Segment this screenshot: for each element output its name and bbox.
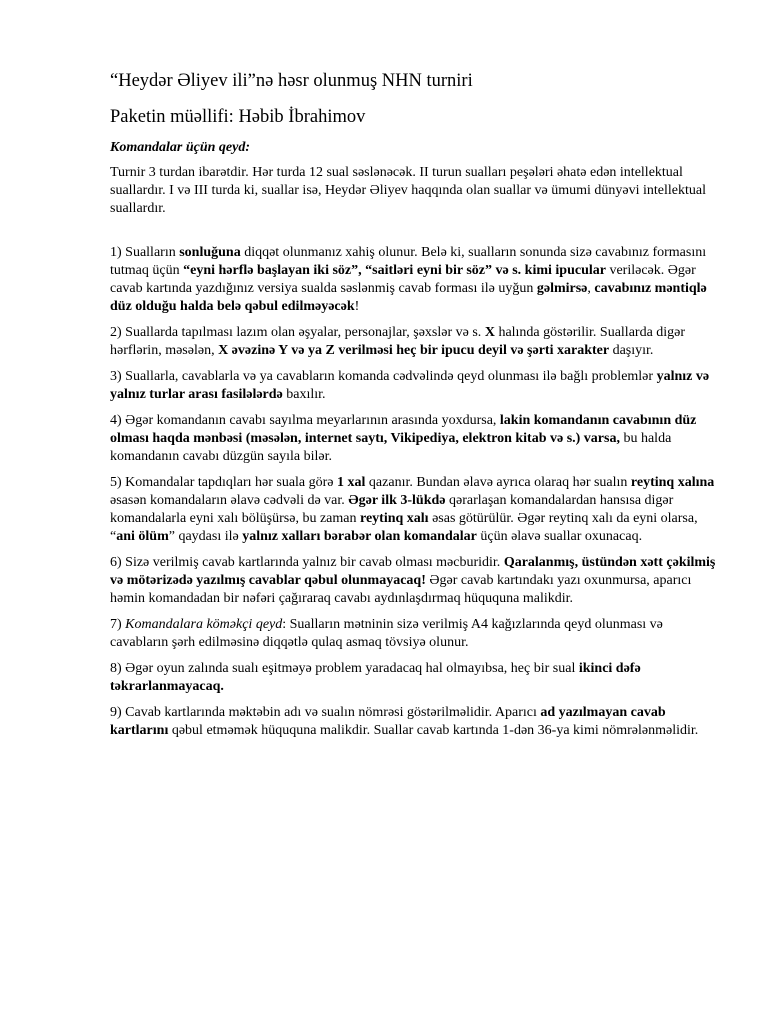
text-run: əsasən komandaların əlavə cədvəli də var. [110, 493, 349, 508]
text-run: qərarlaşan komandalardan hansısa digər komandalarla eyni xalı bölüşürsə, bu zaman [110, 493, 674, 526]
rule-paragraph-9 [110, 704, 722, 740]
text-run: 5) Komandalar tapdıqları hər suala görə [110, 475, 338, 490]
bold-text: gəlmirsə [536, 281, 588, 296]
text-run: 7) [110, 617, 126, 632]
rule-paragraph-6 [110, 554, 722, 608]
text-run: halında göstərilir. Suallarda digər hərflərin, məsələn, [110, 325, 686, 358]
bold-text: Qaralanmış, üstündən xətt çəkilmiş və mötərizədə yazılmış cavablar qəbul olunmayacaq! [110, 555, 716, 588]
text-run: üçün əlavə suallar oxunacaq. [476, 529, 643, 544]
bold-text: X [484, 325, 495, 340]
bold-text: 1 xal [337, 475, 366, 490]
bold-text: sonluğuna [179, 245, 241, 260]
rule-paragraph-2 [110, 324, 722, 360]
rule-paragraph-8 [110, 660, 722, 696]
text-run: 6) Sizə verilmiş cavab kartlarında yalnız bir cavab olması məcburidir. [110, 555, 504, 570]
text-run: ! [354, 299, 360, 314]
bold-text: ani ölüm [116, 529, 169, 544]
text-run: daşıyır. [609, 343, 654, 358]
bold-text: Əgər ilk 3-lükdə [348, 493, 446, 508]
text-run: veriləcək. Əgər cavab kartında yazdığınız versiya sualda səslənmiş cavab forması ilə uyğun [110, 263, 696, 296]
intro-paragraph: Turnir 3 turdan ibarətdir. Hər turda 12 sual səslənəcək. II turun sualları peşələri əhatə edən intellektual suallardır. I və III turda ki, suallar isə, Heydər Əliyev haqqında olan suallar və ümumi dünyəvi intellektual suallardır. [110, 165, 706, 216]
text-run: qəbul etməmək hüququna malikdir. Suallar cavab kartında 1-dən 36-ya kimi nömrələnməlidir. [168, 723, 699, 738]
rule-paragraph-1 [110, 244, 722, 316]
rule-paragraph-7 [110, 616, 722, 652]
author-line: Paketin müəllifi: Həbib İbrahimov [110, 107, 366, 127]
rule-paragraph-5 [110, 474, 722, 546]
text-run: 9) Cavab kartlarında məktəbin adı və sualın nömrəsi göstərilməlidir. Aparıcı [110, 705, 541, 720]
bold-text: reytinq xalı [359, 511, 429, 526]
text-run: əsas götürülür. Əgər reytinq xalı da eyni olarsa, “ [110, 511, 698, 544]
text-run: 2) Suallarda tapılması lazım olan əşyalar, personajlar, şəxslər və s. [110, 325, 485, 340]
document-page [110, 70, 722, 748]
bold-text: yalnız xalları bərabər olan komandalar [242, 529, 477, 544]
bold-text: X əvəzinə Y və ya Z verilməsi heç bir ipucu deyil və şərti xarakter [218, 343, 610, 358]
text-run: 1) Sualların [110, 245, 180, 260]
text-run: 3) Suallarla, cavablarla və ya cavabların komanda cədvəlində qeyd olunması ilə bağlı problemlər [110, 369, 657, 384]
italic-text: Komandalara köməkçi qeyd [125, 617, 283, 632]
text-run: ” qaydası ilə [168, 529, 243, 544]
text-run: bu halda komandanın cavabı düzgün sayıla bilər. [110, 431, 672, 464]
bold-text: “eyni hərflə başlayan iki söz”, “saitləri eyni bir söz” və s. kimi ipucular [183, 263, 606, 278]
text-run: baxılır. [282, 387, 326, 402]
text-run: 4) Əgər komandanın cavabı sayılma meyarlarının arasında yoxdursa, [110, 413, 500, 428]
text-run: : Sualların mətninin sizə verilmiş A4 kağızlarında qeyd olunması və cavabların şərh edilməsinə diqqətlə qulaq asmaq tövsiyə olunur. [110, 617, 663, 650]
rule-paragraph-4 [110, 412, 722, 466]
bold-text: yalnız və yalnız turlar arası fasilələrdə [110, 369, 710, 402]
text-run: Əgər cavab kartındakı yazı oxunmursa, aparıcı həmin komandadan bir nəfəri çağıraraq cavabı aydınlaşdırmaq hüququna malikdir. [110, 573, 692, 606]
rule-paragraph-3 [110, 368, 722, 404]
text-run: qazanır. Bundan əlavə ayrıca olaraq hər sualın [365, 475, 631, 490]
bold-text: lakin komandanın cavabının düz olması haqda mənbəsi (məsələn, internet saytı, Vikipediya, elektron kitab və s.) varsa, [110, 413, 697, 446]
document-title: “Heydər Əliyev ili”nə həsr olunmuş NHN turniri [110, 71, 473, 91]
text-run: , [587, 281, 595, 296]
bold-text: ikinci dəfə təkrarlanmayacaq. [110, 661, 641, 694]
bold-text: cavabınız məntiqlə düz olduğu halda belə qəbul edilməyəcək [110, 281, 707, 314]
bold-text: reytinq xalına [630, 475, 715, 490]
bold-text: ad yazılmayan cavab kartlarını [110, 705, 666, 738]
text-run: diqqət olunmanız xahiş olunur. Belə ki, sualların sonunda sizə cavabınız formasını tutmaq üçün [110, 245, 707, 278]
note-heading: Komandalar üçün qeyd: [110, 140, 251, 155]
text-run: 8) Əgər oyun zalında sualı eşitməyə problem yaradacaq hal olmayıbsa, heç bir sual [110, 661, 579, 676]
